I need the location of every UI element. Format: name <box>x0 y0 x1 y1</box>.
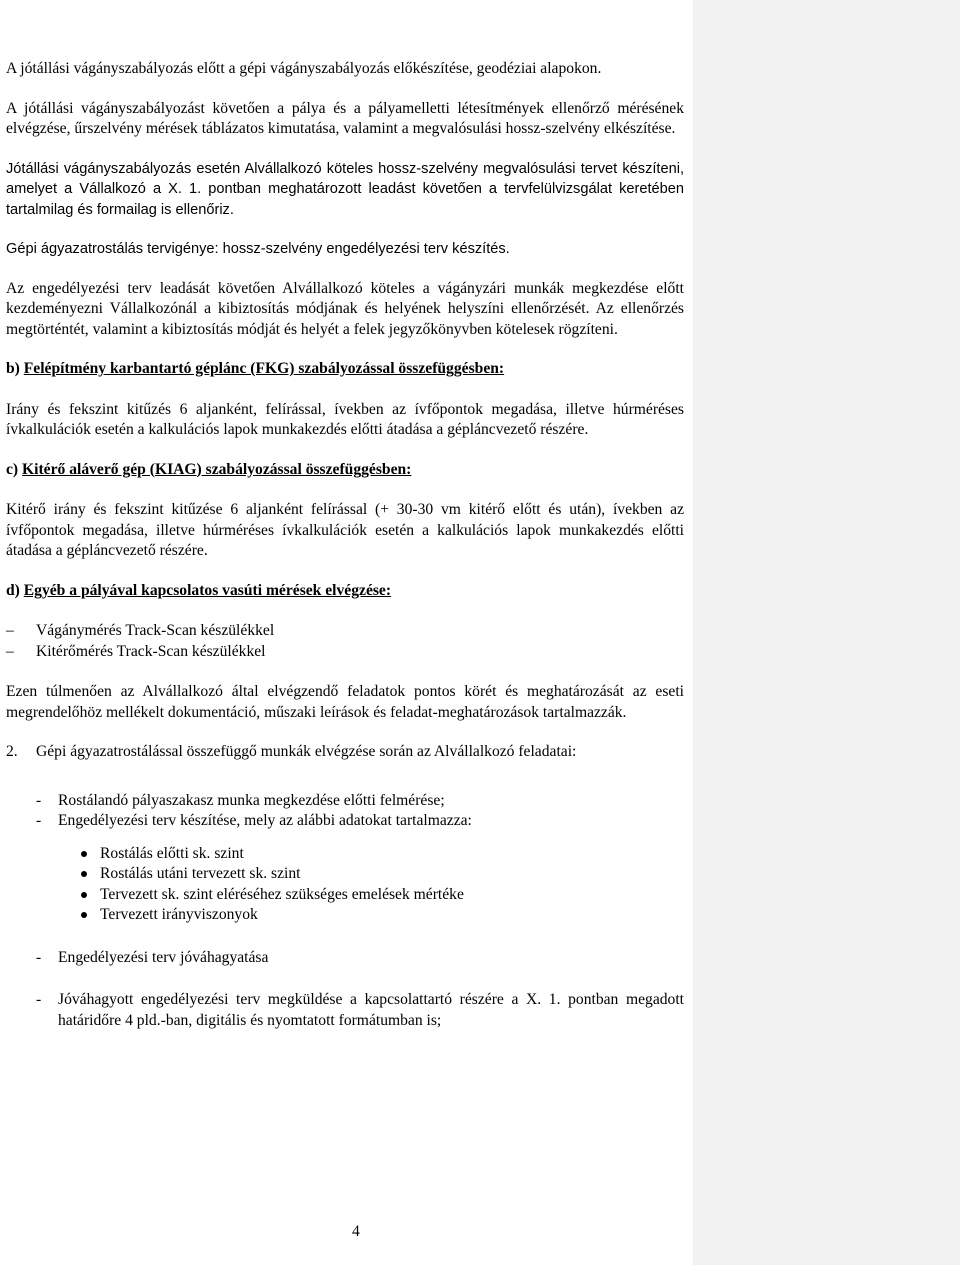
task-item-3 <box>6 948 684 969</box>
paragraph-1: A jótállási vágányszabályozás előtt a gépi vágányszabályozás előkészítése, geodéziai alapokon. <box>6 60 602 77</box>
task-item-3-text: Engedélyezési terv jóváhagyatása <box>58 948 269 966</box>
section-d-title: Egyéb a pályával kapcsolatos vasúti mérések elvégzése: <box>23 581 392 599</box>
section-b-title: Felépítmény karbantartó géplánc (FKG) szabályozással összefüggésben: <box>23 360 505 377</box>
hyphen-mark: - <box>36 948 42 966</box>
page-number: 4 <box>352 1223 360 1240</box>
list-item: – Kitérőmérés Track-Scan készülékkel <box>6 642 684 663</box>
bullet-item: Rostálás előtti sk. szint <box>6 844 684 865</box>
section-2-number: 2. <box>6 743 18 760</box>
hyphen-mark: - <box>36 991 42 1008</box>
task-item-1 <box>6 791 684 812</box>
section-d-heading <box>6 581 684 602</box>
hyphen-mark: - <box>36 812 42 829</box>
section-d-list <box>6 621 684 662</box>
section-c-prefix: c) <box>6 460 23 478</box>
bullet-item: Rostálás utáni tervezett sk. szint <box>6 864 684 885</box>
section-c-title: Kitérő aláverő gép (KIAG) szabályozással összefüggésben: <box>22 460 412 478</box>
section-b-prefix: b) <box>6 360 24 377</box>
paragraph-2: A jótállási vágányszabályozást követően a pálya és a pályamelletti létesítmények ellenőrző mérésének elvégzése, űrszelvény mérések táblázatos kimutatása, valamint a megvalósulási hossz-szelvény elkészítése. <box>6 99 684 137</box>
section-b-text: Irány és fekszint kitűzés 6 aljanként, felírással, ívekben az ívfőpontok megadása, illetve húrméréses ívkalkulációk esetén a kalkulációs lapok munkakezdés előtti átadása a gépláncvezető részére. <box>6 400 684 438</box>
paragraph-5: Az engedélyezési terv leadását követően Alvállalkozó köteles a vágányzári munkák megkezdése előtt kezdeményezni Vállalkozónál a kibiztosítás módjának és helyének helyszíni ellenőrzését. Az ellenőrzés megtörténtét, valamint a kibiztosítás módját és helyét a felek jegyzőkönyvben kötelesek rögzíteni. <box>6 279 684 338</box>
comment-margin-pane <box>693 0 960 1265</box>
section-2-text: Gépi ágyazatrostálással összefüggő munkák elvégzése során az Alvállalkozó feladatai: <box>36 743 577 760</box>
section-b-heading <box>6 359 684 380</box>
bullet-list <box>6 844 684 926</box>
page-content <box>6 59 684 1031</box>
bullet-item: Tervezett sk. szint eléréséhez szükséges emelések mértéke <box>6 885 684 906</box>
section-d-text: Ezen túlmenően az Alvállalkozó által elvégzendő feladatok pontos körét és meghatározását az eseti megrendelőhöz mellékelt dokumentáció, műszaki leírások és feladat-meghatározások tartalmazzák. <box>6 683 684 721</box>
section-c-heading <box>6 460 684 481</box>
section-c-text: Kitérő irány és fekszint kitűzése 6 aljanként felírással (+ 30-30 vm kitérő előtt és után), ívekben az ívfőpontok megadása, illetve húrméréses ívkalkulációk esetén a kalkulációs lapok munkakezdés előtti átadása a gépláncvezető részére. <box>6 501 684 559</box>
hyphen-mark: - <box>36 791 42 809</box>
section-2-heading <box>6 742 684 763</box>
task-item-4-text: Jóváhagyott engedélyezési terv megküldése a kapcsolattartó részére a X. 1. pontban megadott határidőre 4 pld.-ban, digitális és nyomtatott formátumban is; <box>58 991 684 1029</box>
task-item-4 <box>6 990 684 1031</box>
bullet-item: Tervezett irányviszonyok <box>6 905 684 926</box>
task-item-2-text: Engedélyezési terv készítése, mely az alábbi adatokat tartalmazza: <box>58 812 472 829</box>
list-item: – Vágánymérés Track-Scan készülékkel <box>6 621 684 642</box>
section-d-prefix: d) <box>6 581 24 599</box>
paragraph-4: Gépi ágyazatrostálás tervigénye: hossz-szelvény engedélyezési terv készítés. <box>6 241 510 257</box>
paragraph-3: Jótállási vágányszabályozás esetén Alvállalkozó köteles hossz-szelvény megvalósulási tervet készíteni, amelyet a Vállalkozó a X. 1. pontban meghatározott leadást követően a tervfelülvizsgálat keretében tartalmilag és formailag is ellenőriz. <box>6 160 684 218</box>
task-item-1-text: Rostálandó pályaszakasz munka megkezdése előtti felmérése; <box>58 791 445 809</box>
task-item-2 <box>6 811 684 832</box>
